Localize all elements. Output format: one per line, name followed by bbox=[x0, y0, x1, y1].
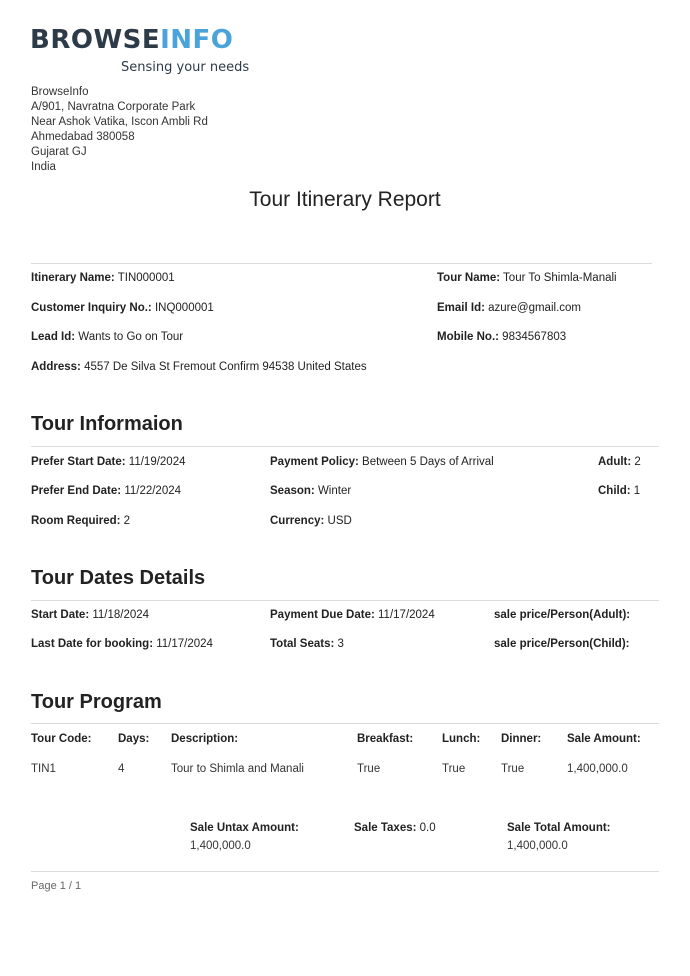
field-value: 11/17/2024 bbox=[156, 638, 213, 650]
logo-part-1: BROWSE bbox=[30, 25, 161, 55]
field-label: Currency: bbox=[270, 515, 325, 527]
section-title-tour-program: Tour Program bbox=[31, 691, 162, 713]
logo-tagline: Sensing your needs bbox=[121, 60, 250, 75]
field-value: 11/22/2024 bbox=[124, 485, 182, 497]
last-booking-date-field bbox=[31, 638, 213, 650]
sale-total-amount-label: Sale Total Amount: bbox=[507, 822, 611, 834]
field-label: Mobile No.: bbox=[437, 331, 499, 343]
sale-price-adult-field bbox=[494, 609, 630, 621]
column-header-description: Description: bbox=[171, 733, 239, 745]
start-date-field bbox=[31, 609, 149, 621]
field-value: Tour To Shimla-Manali bbox=[503, 272, 617, 284]
company-logo bbox=[30, 26, 233, 54]
field-label: Room Required: bbox=[31, 515, 121, 527]
field-value: 11/19/2024 bbox=[128, 456, 186, 468]
address-line: Gujarat GJ bbox=[31, 146, 87, 158]
adult-field bbox=[598, 456, 641, 468]
report-title: Tour Itinerary Report bbox=[249, 188, 441, 211]
cell-lunch: True bbox=[442, 763, 466, 775]
sale-taxes-field bbox=[354, 822, 436, 834]
divider bbox=[31, 871, 659, 872]
field-value: TIN000001 bbox=[117, 272, 175, 284]
field-value: 11/18/2024 bbox=[92, 609, 150, 621]
payment-due-date-field bbox=[270, 609, 435, 621]
cell-tour-code: TIN1 bbox=[31, 763, 56, 775]
tour-name-field bbox=[437, 272, 617, 284]
field-label: sale price/Person(Child): bbox=[494, 638, 630, 650]
season-field bbox=[270, 485, 351, 497]
column-header-breakfast: Breakfast: bbox=[357, 733, 414, 745]
payment-policy-field bbox=[270, 456, 494, 468]
field-label: Last Date for booking: bbox=[31, 638, 154, 650]
address-field bbox=[31, 361, 367, 373]
field-label: Address: bbox=[31, 361, 81, 373]
field-value: 9834567803 bbox=[502, 331, 567, 343]
field-label: Customer Inquiry No.: bbox=[31, 302, 152, 314]
divider bbox=[31, 723, 659, 724]
company-address bbox=[31, 85, 208, 175]
cell-description: Tour to Shimla and Manali bbox=[171, 763, 304, 775]
field-label: Lead Id: bbox=[31, 331, 76, 343]
section-title-tour-dates: Tour Dates Details bbox=[31, 567, 206, 589]
sale-untax-amount-value: 1,400,000.0 bbox=[190, 840, 251, 852]
field-value: Between 5 Days of Arrival bbox=[362, 456, 494, 468]
address-line: A/901, Navratna Corporate Park bbox=[31, 101, 196, 113]
lead-id-field bbox=[31, 331, 183, 343]
itinerary-name-field bbox=[31, 272, 175, 284]
customer-inquiry-field bbox=[31, 302, 214, 314]
sale-untax-amount-label: Sale Untax Amount: bbox=[190, 822, 299, 834]
field-value: 11/17/2024 bbox=[378, 609, 435, 621]
field-label: Sale Taxes: bbox=[354, 822, 417, 834]
field-label: Child: bbox=[598, 485, 631, 497]
field-value: 2 bbox=[634, 456, 641, 468]
sale-price-child-field bbox=[494, 638, 629, 650]
cell-dinner: True bbox=[501, 763, 525, 775]
total-seats-field bbox=[270, 638, 344, 650]
field-label: Payment Due Date: bbox=[270, 609, 375, 621]
field-value: USD bbox=[327, 515, 352, 527]
room-required-field bbox=[31, 515, 130, 527]
divider bbox=[31, 600, 659, 601]
page-number: Page 1 / 1 bbox=[31, 880, 82, 892]
field-label: Itinerary Name: bbox=[31, 272, 115, 284]
field-value: Winter bbox=[317, 485, 352, 497]
field-label: Total Seats: bbox=[270, 638, 335, 650]
logo-part-2: INFO bbox=[160, 25, 234, 55]
field-label: Prefer Start Date: bbox=[31, 456, 126, 468]
field-value: 2 bbox=[123, 515, 131, 527]
currency-field bbox=[270, 515, 352, 527]
address-line: Near Ashok Vatika, Iscon Ambli Rd bbox=[31, 116, 208, 128]
column-header-lunch: Lunch: bbox=[442, 733, 481, 745]
divider bbox=[31, 446, 659, 447]
field-value: Wants to Go on Tour bbox=[78, 331, 184, 343]
field-label: Tour Name: bbox=[437, 272, 501, 284]
field-label: Payment Policy: bbox=[270, 456, 359, 468]
section-title-tour-information: Tour Informaion bbox=[31, 413, 183, 435]
sale-total-amount-value: 1,400,000.0 bbox=[507, 840, 568, 852]
address-line: Ahmedabad 380058 bbox=[31, 131, 135, 143]
prefer-end-date-field bbox=[31, 485, 181, 497]
field-label: Season: bbox=[270, 485, 315, 497]
column-header-tour-code: Tour Code: bbox=[31, 733, 92, 745]
field-value: INQ000001 bbox=[154, 302, 214, 314]
email-field bbox=[437, 302, 581, 314]
field-label: sale price/Person(Adult): bbox=[494, 609, 631, 621]
cell-breakfast: True bbox=[357, 763, 381, 775]
field-value: 4557 De Silva St Fremout Confirm 94538 United States bbox=[84, 361, 367, 373]
field-value: 0.0 bbox=[419, 822, 436, 834]
field-label: Prefer End Date: bbox=[31, 485, 122, 497]
field-label: Email Id: bbox=[437, 302, 485, 314]
column-header-days: Days: bbox=[118, 733, 150, 745]
address-line: India bbox=[31, 161, 56, 173]
column-header-sale-amount: Sale Amount: bbox=[567, 733, 641, 745]
cell-days: 4 bbox=[118, 763, 125, 775]
prefer-start-date-field bbox=[31, 456, 186, 468]
field-value: 3 bbox=[337, 638, 344, 650]
child-field bbox=[598, 485, 640, 497]
field-value: 1 bbox=[633, 485, 641, 497]
field-label: Start Date: bbox=[31, 609, 90, 621]
mobile-field bbox=[437, 331, 566, 343]
field-value: azure@gmail.com bbox=[488, 302, 581, 314]
field-label: Adult: bbox=[598, 456, 632, 468]
cell-sale-amount: 1,400,000.0 bbox=[567, 763, 628, 775]
divider bbox=[31, 263, 652, 264]
address-line: BrowseInfo bbox=[31, 86, 89, 98]
column-header-dinner: Dinner: bbox=[501, 733, 542, 745]
